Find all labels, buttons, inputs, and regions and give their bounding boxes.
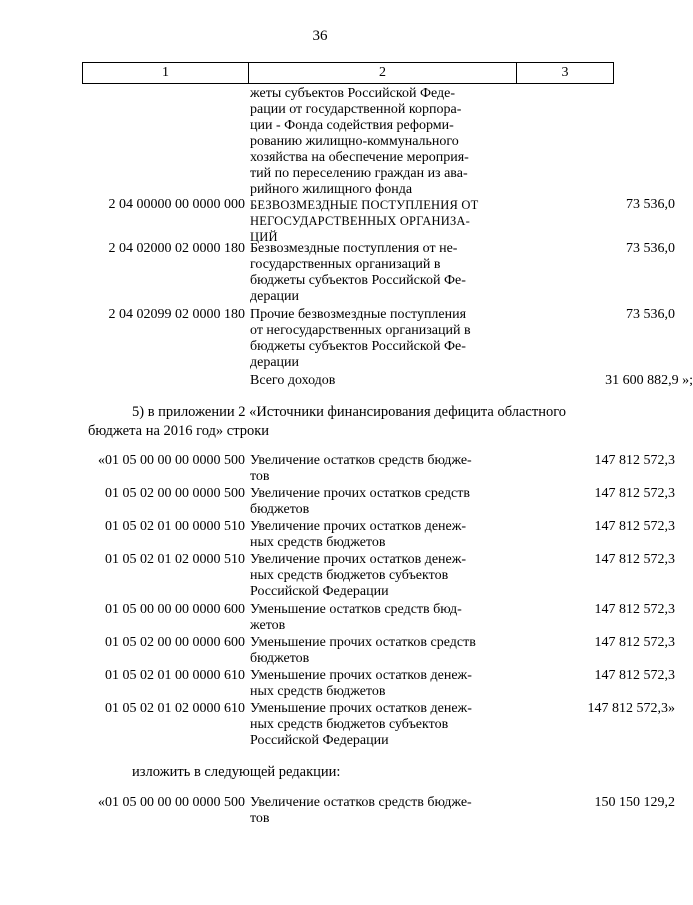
row-code: 2 04 02099 02 0000 180	[108, 307, 245, 322]
text-line: Уменьшение прочих остатков средств	[250, 635, 476, 650]
text-line: Прочие безвозмездные поступления	[250, 307, 467, 322]
row-code: 01 05 02 01 00 0000 510	[105, 519, 245, 534]
text-line: ных средств бюджетов	[250, 535, 386, 550]
row-amount: 147 812 572,3	[594, 668, 675, 683]
paragraph-line: 5) в приложении 2 «Источники финансирования дефицита областного	[132, 404, 567, 420]
row-description	[250, 241, 510, 305]
row-description	[250, 307, 510, 371]
page-number: 36	[312, 28, 328, 44]
row-code: 01 05 02 01 02 0000 610	[105, 701, 245, 716]
row-code: «01 05 00 00 00 0000 500	[98, 795, 245, 810]
row-description	[250, 197, 510, 245]
row-amount: 73 536,0	[626, 307, 675, 322]
text-line: ных средств бюджетов субъектов	[250, 568, 449, 583]
text-line: ции - Фонда содействия реформи-	[250, 118, 454, 133]
text-line: НЕГОСУДАРСТВЕННЫХ ОРГАНИЗА-	[250, 214, 471, 228]
row-code: 2 04 02000 02 0000 180	[108, 241, 245, 256]
text-line: от негосударственных организаций в	[250, 323, 471, 338]
text-line: жеты субъектов Российской Феде-	[250, 86, 456, 101]
row-code: 01 05 02 00 00 0000 500	[105, 486, 245, 501]
text-line: бюджетов	[250, 502, 310, 517]
text-line: Увеличение прочих остатков денеж-	[250, 552, 467, 567]
text-line: Увеличение остатков средств бюдже-	[250, 795, 472, 810]
text-line: жетов	[250, 618, 286, 633]
row-amount: 147 812 572,3»	[587, 701, 675, 716]
text-line: Российской Федерации	[250, 584, 389, 599]
text-line: дерации	[250, 289, 300, 304]
text-line: рованию жилищно-коммунального	[250, 134, 459, 149]
text-line: ЦИЙ	[250, 230, 278, 244]
table-column-header	[82, 62, 614, 84]
text-line: бюджеты субъектов Российской Фе-	[250, 273, 466, 288]
row-amount: 147 812 572,3	[594, 453, 675, 468]
row-amount: 73 536,0	[626, 197, 675, 212]
row-description	[250, 552, 510, 600]
text-line: тов	[250, 811, 270, 826]
text-line: Увеличение прочих остатков денеж-	[250, 519, 467, 534]
row-amount: 147 812 572,3	[594, 602, 675, 617]
text-line: хозяйства на обеспечение мероприя-	[250, 150, 469, 165]
column-header-1: 1	[83, 63, 249, 83]
row-code: 2 04 00000 00 0000 000	[108, 197, 245, 212]
text-line: БЕЗВОЗМЕЗДНЫЕ ПОСТУПЛЕНИЯ ОТ	[250, 198, 479, 212]
text-line: государственных организаций в	[250, 257, 441, 272]
row-description	[250, 453, 510, 485]
row-code: 01 05 02 00 00 0000 600	[105, 635, 245, 650]
continued-description	[250, 86, 510, 198]
row-description	[250, 795, 510, 827]
row-description	[250, 519, 510, 551]
column-header-2: 2	[249, 63, 517, 83]
text-line: рийного жилищного фонда	[250, 182, 413, 197]
row-description	[250, 602, 510, 634]
text-line: бюджеты субъектов Российской Фе-	[250, 339, 466, 354]
text-line: Уменьшение прочих остатков денеж-	[250, 701, 472, 716]
total-label: Всего доходов	[250, 373, 336, 388]
text-line: Уменьшение остатков средств бюд-	[250, 602, 462, 617]
row-amount: 147 812 572,3	[594, 486, 675, 501]
text-line: рации от государственной корпора-	[250, 102, 462, 117]
text-line: Увеличение остатков средств бюдже-	[250, 453, 472, 468]
text-line: тов	[250, 469, 270, 484]
row-amount: 147 812 572,3	[594, 552, 675, 567]
paragraph-line: бюджета на 2016 год» строки	[88, 423, 270, 439]
row-code: 01 05 00 00 00 0000 600	[105, 602, 245, 617]
row-amount: 73 536,0	[626, 241, 675, 256]
text-line: Российской Федерации	[250, 733, 389, 748]
row-amount: 147 812 572,3	[594, 635, 675, 650]
text-line: тий по переселению граждан из ава-	[250, 166, 468, 181]
row-code: «01 05 00 00 00 0000 500	[98, 453, 245, 468]
row-amount: 150 150 129,2	[594, 795, 675, 810]
new-edition-label: изложить в следующей редакции:	[132, 764, 341, 780]
column-header-3: 3	[561, 65, 569, 80]
row-code: 01 05 02 01 00 0000 610	[105, 668, 245, 683]
row-code: 01 05 02 01 02 0000 510	[105, 552, 245, 567]
text-line: бюджетов	[250, 651, 310, 666]
total-amount: 31 600 882,9 »;	[605, 373, 693, 388]
text-line: ных средств бюджетов	[250, 684, 386, 699]
row-description	[250, 668, 510, 700]
text-line: дерации	[250, 355, 300, 370]
text-line: Уменьшение прочих остатков денеж-	[250, 668, 472, 683]
text-line: Безвозмездные поступления от не-	[250, 241, 458, 256]
row-amount: 147 812 572,3	[594, 519, 675, 534]
text-line: ных средств бюджетов субъектов	[250, 717, 449, 732]
row-description	[250, 635, 510, 667]
row-description	[250, 486, 510, 518]
text-line: Увеличение прочих остатков средств	[250, 486, 471, 501]
row-description	[250, 701, 510, 749]
